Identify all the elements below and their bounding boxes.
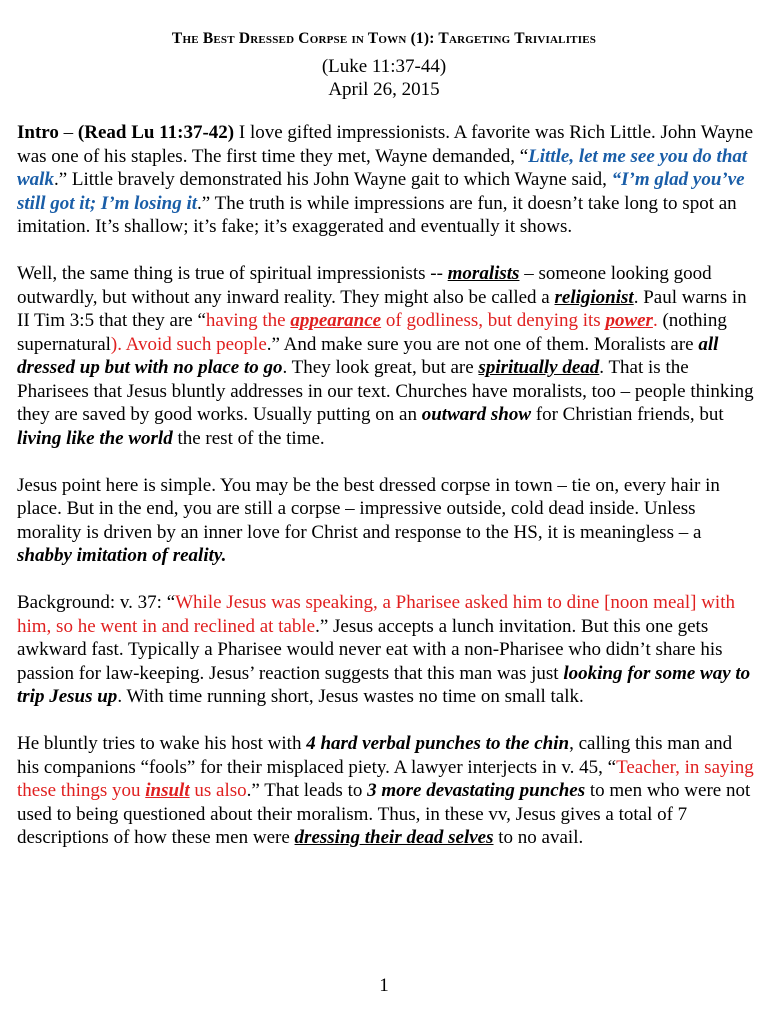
text-run: (Read Lu 11:37-42) [77, 122, 235, 143]
text-run: having the [205, 310, 291, 331]
paragraph-punches [17, 732, 759, 850]
document-body [17, 121, 759, 873]
text-run: insult [145, 780, 190, 801]
text-run: to no avail. [493, 827, 584, 848]
page-number: 1 [379, 975, 389, 996]
text-run: .” And make sure you are not one of them. Moralists are [266, 333, 699, 355]
text-run: to men who were not used to being questioned about their moralism. Thus, in these vv, Jesus gives a total of 7 descriptions of how these men were [17, 780, 751, 848]
text-run: shabby imitation of reality. [17, 545, 227, 566]
text-run: – someone looking good outwardly, but without any inward reality. They might also be called a [17, 263, 712, 308]
text-run: Background: v. 37: “ [17, 592, 176, 613]
text-run: living like the world [17, 427, 173, 449]
paragraph-intro [17, 121, 759, 239]
text-run: . They look great, but are [282, 357, 479, 378]
text-run: . Paul warns in II Tim 3:5 that they are “ [17, 286, 747, 331]
text-run: appearance [290, 310, 382, 331]
text-run: Jesus point here is simple. You may be the best dressed corpse in town – tie on, every hair in place. But in the end, you are still a corpse – impressive outside, cold dead inside. Unless morality is driven by an inner love for Christ and response to the HS, it is meaningless – a [17, 474, 720, 543]
text-run: all dressed up but with no place to go [17, 333, 719, 378]
text-run: looking for some way to trip Jesus up [17, 662, 751, 707]
text-run: .” Jesus accepts a lunch invitation. But this one gets awkward fast. Typically a Pharisee would never eat with a non-Pharisee who didn’t share his passion for law-keeping. Jesus’ reaction suggests that this man was just [17, 615, 723, 684]
text-run: outward show [421, 404, 532, 425]
text-run: Well, the same thing is true of spiritual impressionists -- [17, 263, 448, 284]
paragraph-background [17, 591, 759, 709]
text-run: the rest of the time. [172, 427, 325, 449]
sermon-date: April 26, 2015 [328, 79, 440, 100]
text-run: .” Little bravely demonstrated his John Wayne gait to which Wayne said, [53, 169, 612, 190]
text-run: . That is the Pharisees that Jesus bluntly addresses in our text. Churches have moralists, too – people thinking they are saved by good works. Usually putting on an [17, 357, 754, 425]
text-run: dressing their dead selves [294, 827, 494, 848]
text-run: moralists [447, 263, 520, 284]
text-run: religionist [554, 286, 634, 308]
text-run: – [58, 122, 78, 143]
text-run: .” That leads to [246, 780, 368, 801]
text-run: I love gifted impressionists. A favorite was Rich Little. John Wayne was one of his staples. The first time they met, Wayne demanded, “ [17, 122, 754, 167]
text-run: for Christian friends, but [531, 404, 724, 425]
text-run: ). Avoid such people [110, 333, 267, 355]
text-run: , calling this man and his companions “fools” for their misplaced piety. A lawyer interjects in v. 45, “ [17, 733, 733, 778]
paragraph-moralists [17, 262, 759, 450]
text-run: Teacher, in saying these things you [17, 756, 754, 801]
text-run: of godliness, but denying its [381, 310, 606, 331]
text-run: . [652, 310, 663, 331]
text-run: spiritually dead [478, 357, 600, 378]
document-title: The Best Dressed Corpse in Town (1): Targeting Trivialities [171, 30, 597, 47]
text-run: 4 hard verbal punches to the chin [306, 733, 570, 754]
text-run: .” The truth is while impressions are fun, it doesn’t take long to spot an imitation. It’s shallow; it’s fake; it’s exaggerated and eventually it shows. [17, 192, 737, 237]
scripture-reference: (Luke 11:37-44) [321, 56, 447, 77]
paragraph-jesus-point [17, 474, 759, 568]
text-run: 3 more devastating punches [367, 780, 586, 801]
text-run: (nothing supernatural [17, 310, 727, 355]
text-run: Intro [17, 122, 59, 143]
text-run: “I’m glad you’ve still got it; I’m losing it [17, 169, 745, 214]
text-run: Little, let me see you do that walk [17, 145, 748, 190]
text-run: . With time running short, Jesus wastes no time on small talk. [117, 686, 584, 707]
text-run: power [605, 310, 653, 331]
text-run: He bluntly tries to wake his host with [17, 733, 307, 754]
text-run: While Jesus was speaking, a Pharisee asked him to dine [noon meal] with him, so he went in and reclined at table [17, 592, 735, 637]
text-run: us also [189, 780, 247, 801]
